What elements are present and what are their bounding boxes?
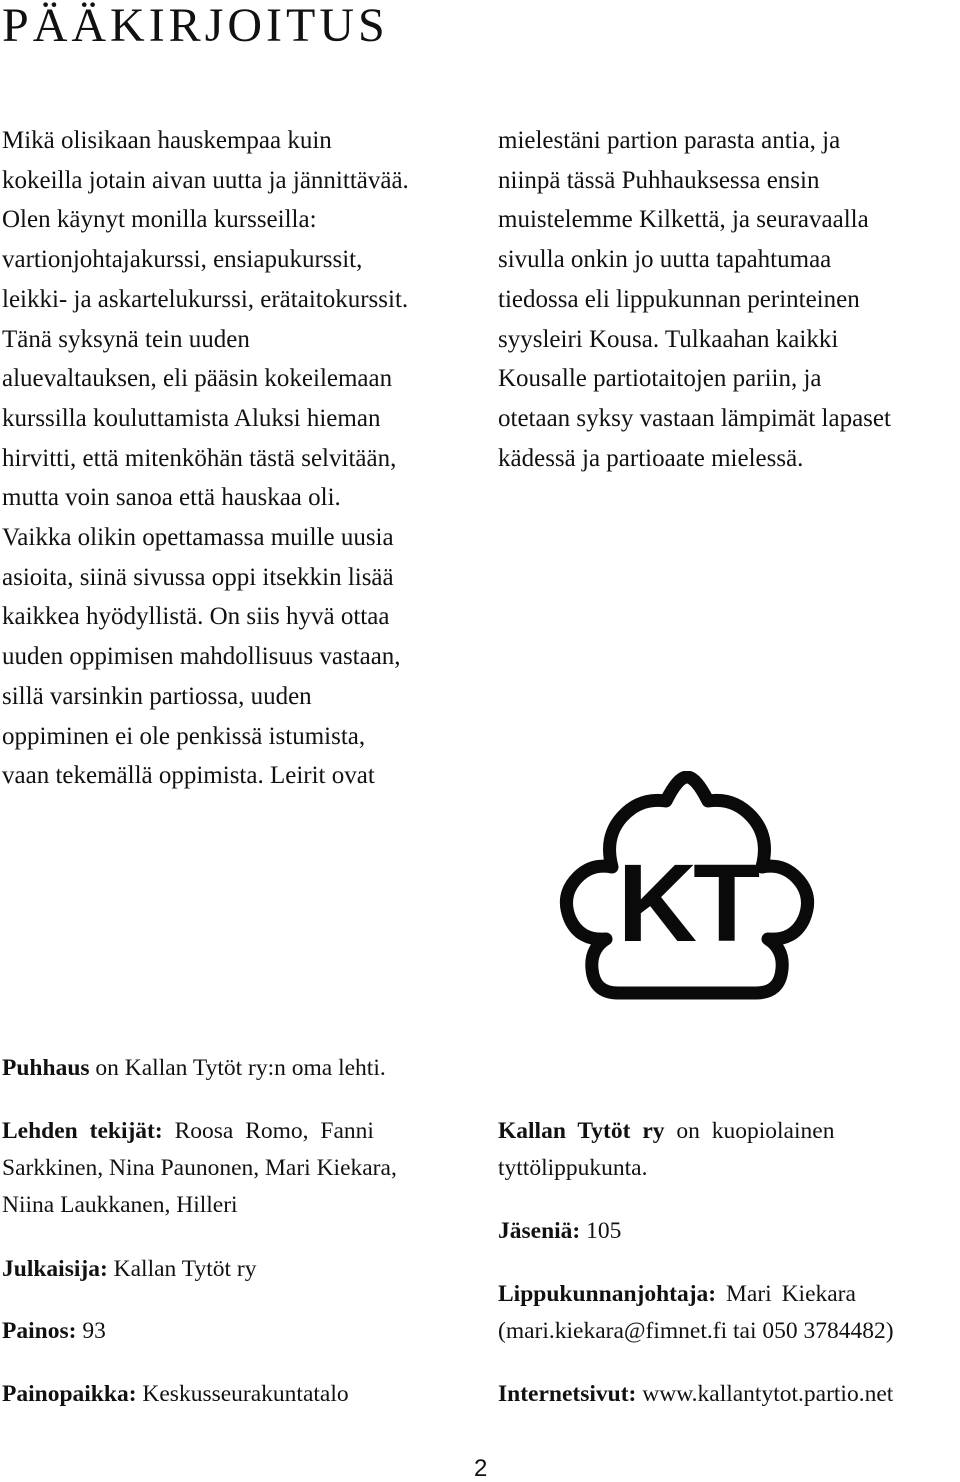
editorial-line: kaikkea hyödyllistä. On siis hyvä ottaa: [2, 603, 390, 631]
organization-text: on kuopiolainen: [676, 1118, 835, 1144]
logo-text: KT: [617, 842, 757, 965]
editorial-line: oppiminen ei ole penkissä istumista,: [2, 722, 366, 750]
editorial-line: tiedossa eli lippukunnan perinteinen: [498, 285, 860, 313]
editorial-line: sillä varsinkin partiossa, uuden: [2, 682, 312, 710]
editorial-left-column: [2, 121, 472, 796]
editorial-line: muistelemme Kilkettä, ja seuravaalla: [498, 206, 869, 234]
editorial-line: Mikä olisikaan hauskempaa kuin: [2, 127, 332, 154]
editorial-line: mutta voin sanoa että hauskaa oli.: [2, 484, 341, 512]
editorial-line: uuden oppimisen mahdollisuus vastaan,: [2, 643, 401, 671]
print-place-label: Painopaikka:: [2, 1381, 137, 1407]
print-run-line: [2, 1313, 106, 1350]
magazine-description: on Kallan Tytöt ry:n oma lehti.: [95, 1055, 386, 1081]
page-title: PÄÄKIRJOITUS: [2, 0, 389, 52]
makers-line: Niina Laukkanen, Hilleri: [2, 1192, 238, 1218]
website-value: www.kallantytot.partio.net: [642, 1381, 894, 1407]
editorial-line: Kousalle partiotaitojen pariin, ja: [498, 365, 822, 393]
editorial-line: Tänä syksynä tein uuden: [2, 325, 250, 353]
makers-label: Lehden tekijät:: [2, 1118, 163, 1144]
magazine-name: Puhhaus: [2, 1055, 90, 1081]
organization-text: tyttölippukunta.: [498, 1155, 648, 1181]
magazine-note: [2, 1050, 386, 1087]
editorial-line: hirvitti, että mitenköhän tästä selvitään,: [2, 444, 397, 472]
leader-contact: (mari.kiekara@fimnet.fi tai 050 3784482): [498, 1318, 894, 1344]
leader-label: Lippukunnanjohtaja:: [498, 1281, 717, 1307]
editorial-line: kädessä ja partioaate mielessä.: [498, 444, 804, 472]
publisher-value: Kallan Tytöt ry: [113, 1256, 257, 1282]
members-value: 105: [586, 1218, 622, 1244]
editorial-line: aluevaltauksen, eli pääsin kokeilemaan: [2, 365, 393, 393]
editorial-line: kokeilla jotain aivan uutta ja jännittävää.: [2, 166, 409, 194]
editorial-line: kurssilla kouluttamista Aluksi hieman: [2, 404, 381, 432]
organization-name: Kallan Tytöt ry: [498, 1118, 665, 1144]
editorial-line: Vaikka olikin opettamassa muille uusia: [2, 524, 394, 552]
makers-line: Sarkkinen, Nina Paunonen, Mari Kiekara,: [2, 1155, 397, 1181]
leader-block: [498, 1276, 894, 1350]
editorial-line: asioita, siinä sivussa oppi itsekkin lisää: [2, 563, 394, 591]
page-number: 2: [474, 1455, 488, 1482]
kallan-tytot-logo: [556, 771, 818, 1001]
print-run-label: Painos:: [2, 1318, 77, 1344]
publisher-line: [2, 1251, 256, 1288]
members-label: Jäseniä:: [498, 1218, 581, 1244]
editorial-line: Olen käynyt monilla kursseilla:: [2, 206, 317, 234]
publisher-label: Julkaisija:: [2, 1256, 108, 1282]
leader-value: Mari Kiekara: [726, 1281, 856, 1307]
editorial-line: otetaan syksy vastaan lämpimät lapaset: [498, 404, 891, 432]
website-label: Internetsivut:: [498, 1381, 637, 1407]
editorial-line: syysleiri Kousa. Tulkaahan kaikki: [498, 325, 839, 353]
print-run-value: 93: [82, 1318, 106, 1344]
editorial-line: vaan tekemällä oppimista. Leirit ovat: [2, 762, 375, 790]
editorial-line: sivulla onkin jo uutta tapahtumaa: [498, 246, 832, 274]
editorial-line: vartionjohtajakurssi, ensiapukurssit,: [2, 246, 363, 274]
editorial-line: mielestäni partion parasta antia, ja: [498, 127, 841, 154]
members-line: [498, 1213, 621, 1250]
organization-block: [498, 1113, 834, 1187]
editorial-right-column: [498, 121, 958, 478]
makers-line: Roosa Romo, Fanni: [174, 1118, 374, 1144]
print-place-value: Keskusseurakuntatalo: [142, 1381, 349, 1407]
makers-block: [2, 1113, 397, 1224]
editorial-line: leikki- ja askartelukurssi, erätaitokurssit.: [2, 285, 409, 313]
print-place-line: [2, 1376, 349, 1413]
editorial-line: niinpä tässä Puhhauksessa ensin: [498, 166, 820, 194]
website-line: [498, 1376, 893, 1413]
